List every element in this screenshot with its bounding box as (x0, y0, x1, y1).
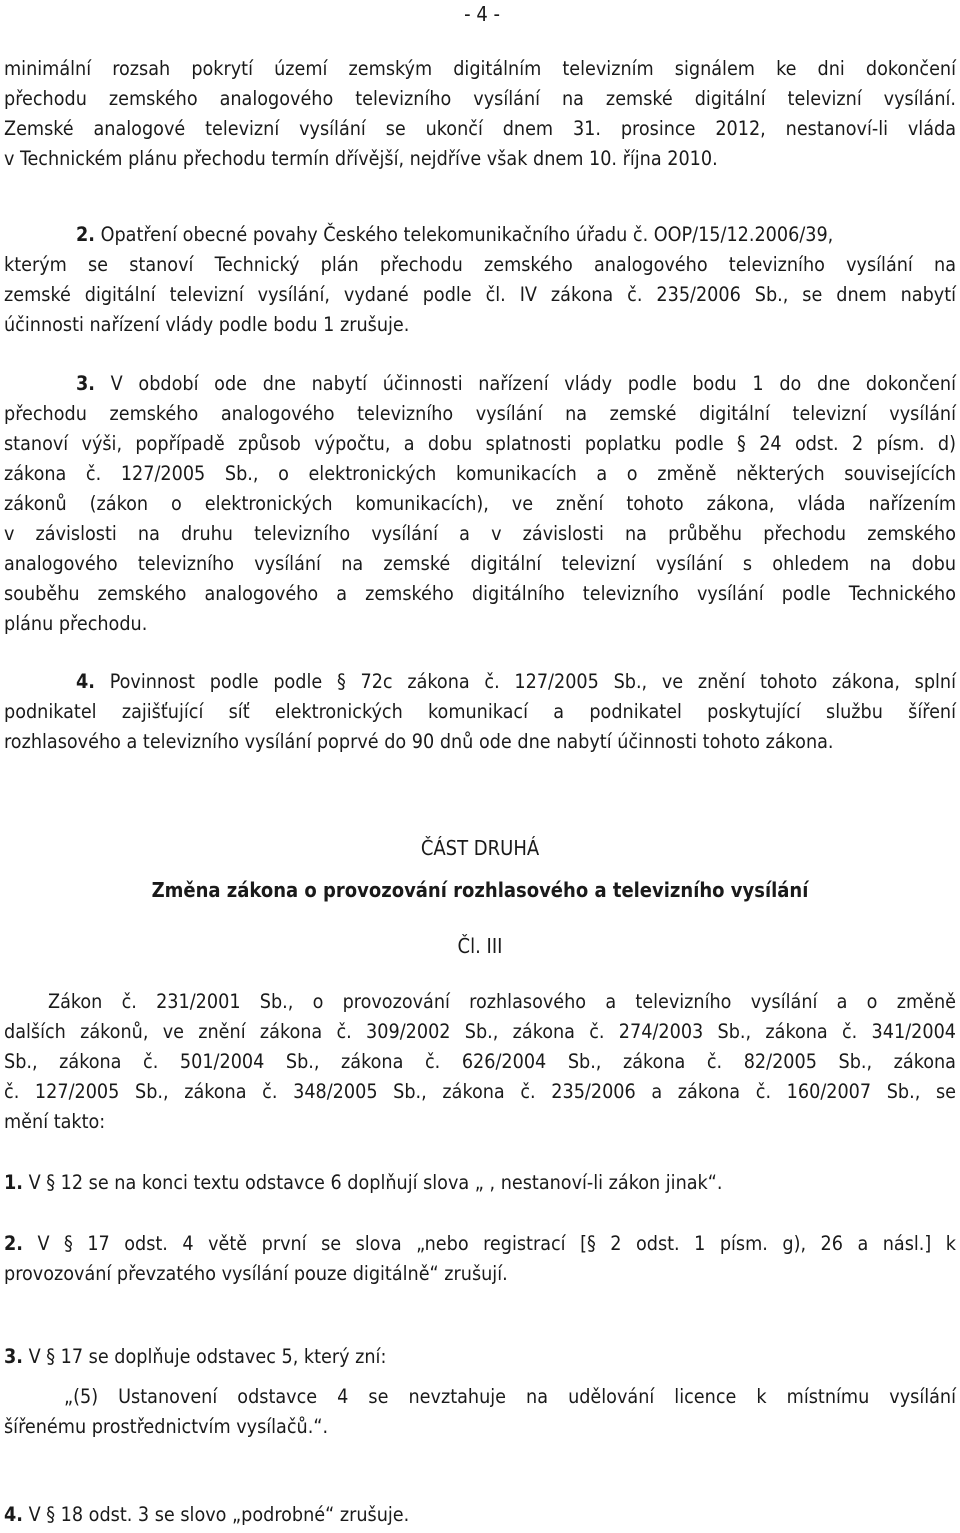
text-line: zemské digitální televizní vysílání, vydané podle čl. IV zákona č. 235/2006 Sb., se dnem nabytí (4, 283, 956, 306)
text-line: rozhlasového a televizního vysílání poprvé do 90 dnů ode dne nabytí účinnosti tohoto zákona. (4, 730, 834, 753)
text-line: 2. Opatření obecné povahy Českého telekomunikačního úřadu č. OOP/15/12.2006/39, (76, 223, 834, 246)
text-line: zákona č. 127/2005 Sb., o elektronických komunikacích a o změně některých souvisejících (4, 462, 956, 485)
amendment-intro (4, 987, 956, 1137)
item-number: 4. (4, 1503, 23, 1526)
text-line: plánu přechodu. (4, 612, 148, 635)
text-line: souběhu zemského analogového a zemského digitálního televizního vysílání podle Technického (4, 582, 956, 605)
text-line: mění takto: (4, 1110, 106, 1133)
article-heading: Čl. III (457, 934, 503, 958)
text-line: přechodu zemského analogového televizního vysílání na zemské digitální televizní vysílání (4, 402, 956, 425)
amendment-item-2 (4, 1229, 956, 1289)
text-line: Zemské analogové televizní vysílání se ukončí dnem 31. prosince 2012, nestanoví-li vláda (4, 117, 956, 140)
text-line: kterým se stanoví Technický plán přechodu zemského analogového televizního vysílání na (4, 253, 956, 276)
text-line: podnikatel zajišťující síť elektronických komunikací a podnikatel poskytující službu šíření (4, 700, 956, 723)
text-line: přechodu zemského analogového televizního vysílání na zemské digitální televizní vysílání. (4, 87, 956, 110)
text-line: 3. V období ode dne nabytí účinnosti nařízení vlády podle bodu 1 do dne dokončení (76, 372, 956, 395)
part-title: Změna zákona o provozování rozhlasového a televizního vysílání (151, 878, 809, 902)
text-line: provozování převzatého vysílání pouze digitálně“ zrušují. (4, 1262, 508, 1285)
text-line: 3. V § 17 se doplňuje odstavec 5, který zní: (4, 1345, 387, 1368)
text-line: v Technickém plánu přechodu termín dřívější, nejdříve však dnem 10. října 2010. (4, 147, 718, 170)
text-line: 4. Povinnost podle podle § 72c zákona č. 127/2005 Sb., ve znění tohoto zákona, splní (76, 670, 956, 693)
amendment-item-1 (4, 1168, 956, 1198)
item-number: 3. (4, 1345, 23, 1368)
point-number: 3. (76, 372, 95, 395)
item-number: 2. (4, 1232, 23, 1255)
text-line: č. 127/2005 Sb., zákona č. 348/2005 Sb., zákona č. 235/2006 a zákona č. 160/2007 Sb., se (4, 1080, 956, 1103)
text-line: účinnosti nařízení vlády podle bodu 1 zrušuje. (4, 313, 410, 336)
item-number: 1. (4, 1171, 23, 1194)
part-heading: ČÁST DRUHÁ (420, 836, 540, 860)
text-line: zákonů (zákon o elektronických komunikacích), ve znění tohoto zákona, vláda nařízením (4, 492, 956, 515)
text-line: šířenému prostřednictvím vysílačů.“. (4, 1415, 329, 1438)
amendment-item-4 (4, 1500, 956, 1530)
text-line: Zákon č. 231/2001 Sb., o provozování rozhlasového a televizního vysílání a o změně (48, 990, 956, 1013)
quoted-paragraph (4, 1382, 956, 1442)
point-4 (4, 667, 956, 757)
point-2 (4, 220, 956, 340)
point-number: 4. (76, 670, 95, 693)
amendment-item-3 (4, 1342, 956, 1372)
point-3 (4, 369, 956, 639)
page-number: - 4 - (464, 2, 500, 26)
paragraph-1 (4, 54, 956, 174)
text-line: 4. V § 18 odst. 3 se slovo „podrobné“ zrušuje. (4, 1503, 410, 1526)
text-line: „(5) Ustanovení odstavce 4 se nevztahuje na udělování licence k místnímu vysílání (64, 1385, 956, 1408)
text-line: analogového televizního vysílání na zemské digitální televizní vysílání s ohledem na dobu (4, 552, 956, 575)
text-line: dalších zákonů, ve znění zákona č. 309/2002 Sb., zákona č. 274/2003 Sb., zákona č. 341/2004 (4, 1020, 956, 1043)
text-line: v závislosti na druhu televizního vysílání a v závislosti na průběhu přechodu zemského (4, 522, 956, 545)
text-line: 1. V § 12 se na konci textu odstavce 6 doplňují slova „ , nestanoví-li zákon jinak“. (4, 1171, 723, 1194)
text-line: 2. V § 17 odst. 4 větě první se slova „nebo registrací [§ 2 odst. 1 písm. g), 26 a násl.] k (4, 1232, 956, 1255)
text-line: minimální rozsah pokrytí území zemským digitálním televizním signálem ke dni dokončení (4, 57, 956, 80)
text-line: Sb., zákona č. 501/2004 Sb., zákona č. 626/2004 Sb., zákona č. 82/2005 Sb., zákona (4, 1050, 956, 1073)
text-line: stanoví výši, popřípadě způsob výpočtu, a dobu splatnosti poplatku podle § 24 odst. 2 písm. d) (4, 432, 956, 455)
point-number: 2. (76, 223, 95, 246)
